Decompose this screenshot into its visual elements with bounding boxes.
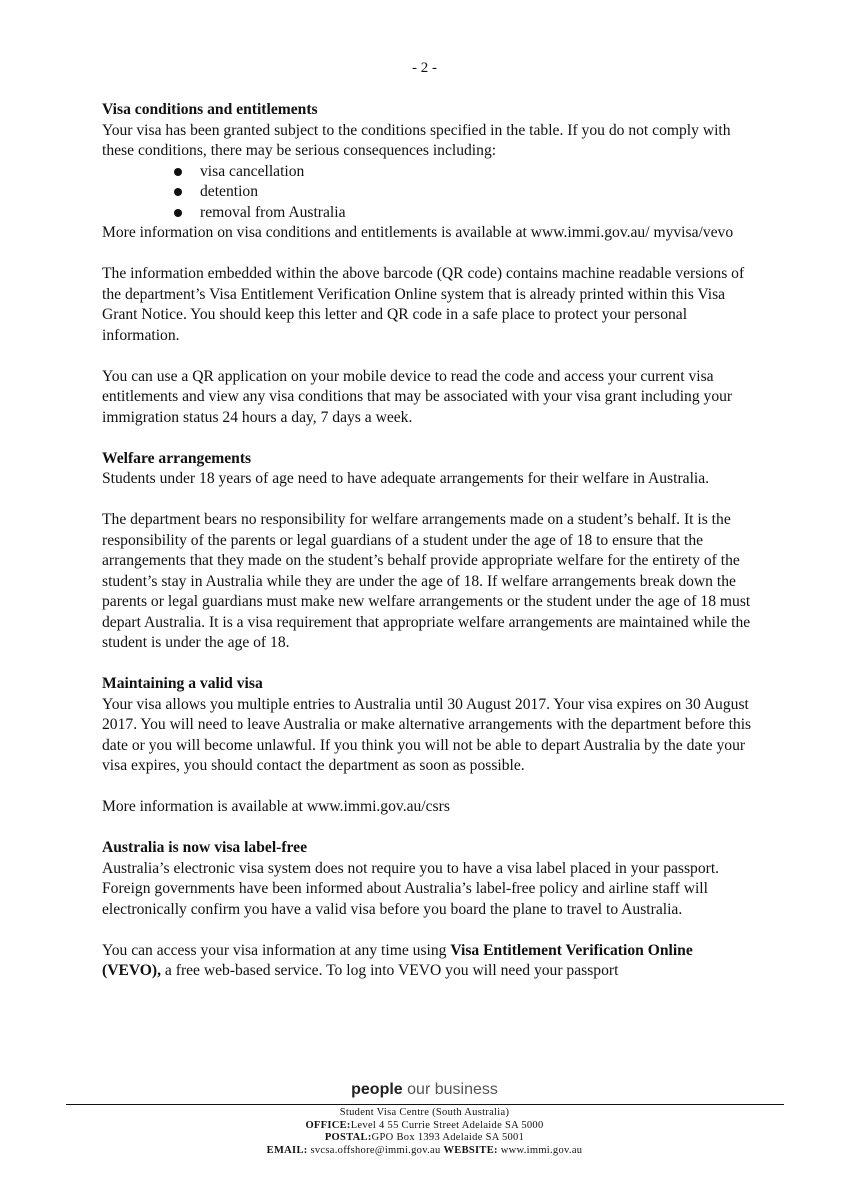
label-free-paragraph-1: Australia’s electronic visa system does not require you to have a visa label placed in your passport. Foreign governments have been informed about Australia’s label-free policy and airline staff will electronically confirm you have a valid visa before you board the plane to travel to Australia.	[102, 859, 720, 918]
postal-label: POSTAL:	[324, 1132, 372, 1144]
footer-email-website	[0, 1145, 849, 1158]
valid-visa-paragraph-1: Your visa allows you multiple entries to Australia until 30 August 2017. Your visa expires on 30 August 2017. You will need to leave Australia or make alternative arrangements with the department before this date or you will become unlawful. If you think you will not be able to depart Australia by the date your visa expires, you should contact the department as soon as possible.	[102, 695, 752, 774]
website-url: www.immi.gov.au	[500, 1144, 583, 1156]
letter-body	[102, 100, 752, 982]
heading-welfare: Welfare arrangements	[102, 449, 252, 467]
footer-office	[0, 1120, 849, 1133]
slogan-light: our business	[407, 1081, 498, 1098]
vevo-service-name: Visa Entitlement Verification Online (VEVO),	[102, 941, 693, 979]
consequences-list	[102, 162, 752, 224]
footer-postal	[0, 1132, 849, 1145]
email-label: EMAIL:	[266, 1144, 308, 1156]
welfare-paragraph-2: The department bears no responsibility for welfare arrangements made on a student’s behalf. It is the responsibility of the parents or legal guardians of a student under the age of 18 to ensure that the arrangements that they made on the student’s behalf provide appropriate welfare for the entirety of the student’s stay in Australia while they are under the age of 18. If welfare arrangements break down the parents or legal guardians must make new welfare arrangements or the student under the age of 18 must depart Australia. It is a visa requirement that appropriate welfare arrangements are maintained while the student is under the age of 18.	[102, 511, 751, 651]
footer-divider	[66, 1104, 784, 1105]
footer-slogan	[0, 1081, 849, 1099]
bullet-item: removal from Australia	[174, 203, 752, 224]
label-free-paragraph-2	[102, 941, 752, 982]
office-label: OFFICE:	[305, 1119, 351, 1131]
slogan-bold: people	[351, 1081, 403, 1098]
email-address: svcsa.offshore@immi.gov.au	[310, 1144, 441, 1156]
footer-contact	[0, 1107, 849, 1157]
welfare-paragraph-1: Students under 18 years of age need to have adequate arrangements for their welfare in Australia.	[102, 470, 710, 487]
heading-valid-visa: Maintaining a valid visa	[102, 675, 263, 692]
qr-application-info: You can use a QR application on your mobile device to read the code and access your current visa entitlements and view any visa conditions that may be associated with your visa grant including your immigration status 24 hours a day, 7 days a week.	[102, 367, 733, 426]
office-address: Level 4 55 Currie Street Adelaide SA 5000	[350, 1119, 544, 1131]
page-number: - 2 -	[412, 60, 437, 76]
bullet-item: visa cancellation	[174, 162, 752, 183]
website-label: WEBSITE:	[443, 1144, 498, 1156]
section-welfare	[102, 449, 752, 654]
vevo-text-start: You can access your visa information at any time using	[102, 941, 451, 959]
section-valid-visa	[102, 674, 752, 818]
conditions-intro: Your visa has been granted subject to the conditions specified in the table. If you do not comply with these conditions, there may be serious consequences including:	[102, 121, 731, 159]
section-label-free	[102, 838, 752, 982]
conditions-more-info: More information on visa conditions and entitlements is available at www.immi.gov.au/ myvisa/vevo	[102, 224, 734, 241]
footer-centre-name: Student Visa Centre (South Australia)	[339, 1107, 510, 1118]
bullet-item: detention	[174, 182, 752, 203]
section-visa-conditions	[102, 100, 752, 428]
heading-label-free: Australia is now visa label-free	[102, 839, 308, 856]
heading-visa-conditions: Visa conditions and entitlements	[102, 101, 318, 118]
valid-visa-paragraph-2: More information is available at www.immi.gov.au/csrs	[102, 798, 450, 815]
qr-code-info: The information embedded within the above barcode (QR code) contains machine readable versions of the department’s Visa Entitlement Verification Online system that is already printed within this Visa Grant Notice. You should keep this letter and QR code in a safe place to protect your personal information.	[102, 265, 745, 344]
vevo-text-end: a free web-based service. To log into VEVO you will need your passport	[161, 962, 619, 979]
postal-address: GPO Box 1393 Adelaide SA 5001	[371, 1132, 525, 1144]
